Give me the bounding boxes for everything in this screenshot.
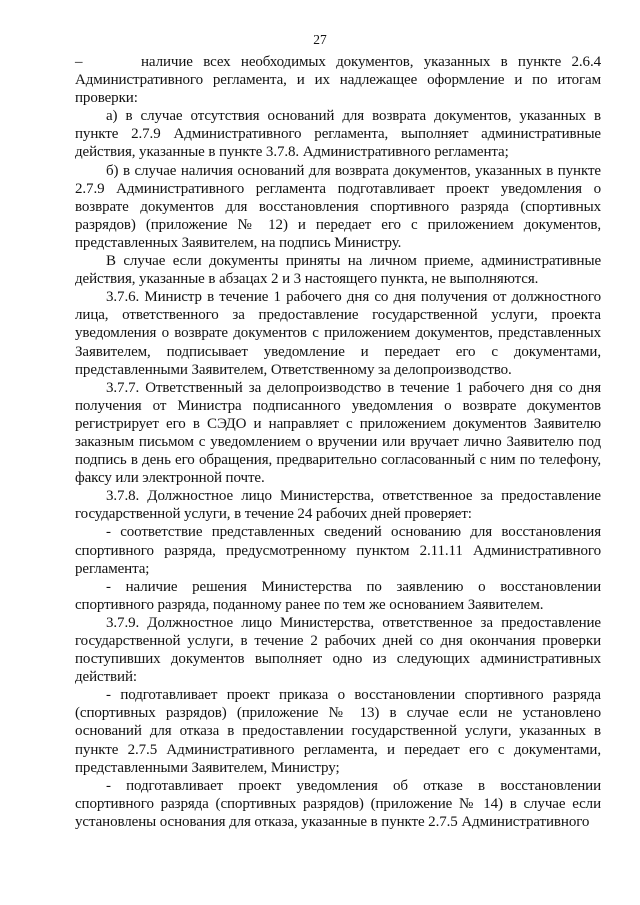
paragraph-1-text: наличие всех необходимых документов, указанных в пункте 2.6.4 Административного регламента, и их надлежащее оформление и по итогам проверки: (75, 54, 601, 107)
paragraph-7: 3.7.8. Должностное лицо Министерства, ответственное за предоставление государственной услуги, в течение 24 рабочих дней проверяет: (75, 488, 601, 523)
page-number: 27 (313, 32, 327, 47)
paragraph-4: В случае если документы приняты на личном приеме, административные действия, указанные в абзацах 2 и 3 настоящего пункта, не выполняются. (75, 253, 601, 288)
paragraph-6: 3.7.7. Ответственный за делопроизводство в течение 1 рабочего дня со дня получения от Министра подписанного уведомления о возврате документов регистрирует его в СЭДО и направляет с приложением документов Заявителю заказным письмом с уведомлением о вручении или вручает лично Заявителю под подпись в день его обращения, предварительно согласованный с ним по телефону, факсу или электронной почте. (75, 379, 601, 487)
paragraph-1 (75, 53, 601, 107)
paragraph-10: 3.7.9. Должностное лицо Министерства, ответственное за предоставление государственной услуги, в течение 2 рабочих дней со дня окончания проверки поступивших документов выполняет одно из следующих административных действий: (75, 614, 601, 686)
paragraph-2: а) в случае отсутствия оснований для возврата документов, указанных в пункте 2.7.9 Административного регламента, выполняет административные действия, указанные в пункте 3.7.8. Административного регламента; (75, 108, 601, 161)
list-dash: – (75, 54, 83, 70)
paragraph-3: б) в случае наличия оснований для возврата документов, указанных в пункте 2.7.9 Административного регламента подготавливает проект уведомления о возврате документов для восстановления спортивного разряда (спортивных разрядов) (приложение № 12) и передает его с приложением документов, представленных Заявителем, на подпись Министру. (75, 162, 601, 251)
paragraph-9: - наличие решения Министерства по заявлению о восстановлении спортивного разряда, поданному ранее по тем же основанием Заявителем. (75, 578, 601, 613)
document-body (75, 53, 601, 831)
paragraph-5: 3.7.6. Министр в течение 1 рабочего дня со дня получения от должностного лица, ответственного за предоставление государственной услуги, проекта уведомления о возврате документов с приложением документов, представленных Заявителем, подписывает уведомление и передает его с документами, представленными Заявителем, Ответственному за делопроизводство. (75, 289, 601, 378)
paragraph-11: - подготавливает проект приказа о восстановлении спортивного разряда (спортивных разрядов) (приложение № 13) в случае если не установлено оснований для отказа в предоставлении государственной услуги, указанных в пункте 2.7.5 Административного регламента, и передает его с документами, представленными Заявителем, Министру; (75, 687, 601, 776)
paragraph-12: - подготавливает проект уведомления об отказе в восстановлении спортивного разряда (спортивных разрядов) (приложение № 14) в случае если установлены основания для отказа, указанные в пункте 2.7.5 Административного (75, 777, 601, 830)
paragraph-8: - соответствие представленных сведений основанию для восстановления спортивного разряда, предусмотренному пунктом 2.11.11 Административного регламента; (75, 524, 601, 577)
